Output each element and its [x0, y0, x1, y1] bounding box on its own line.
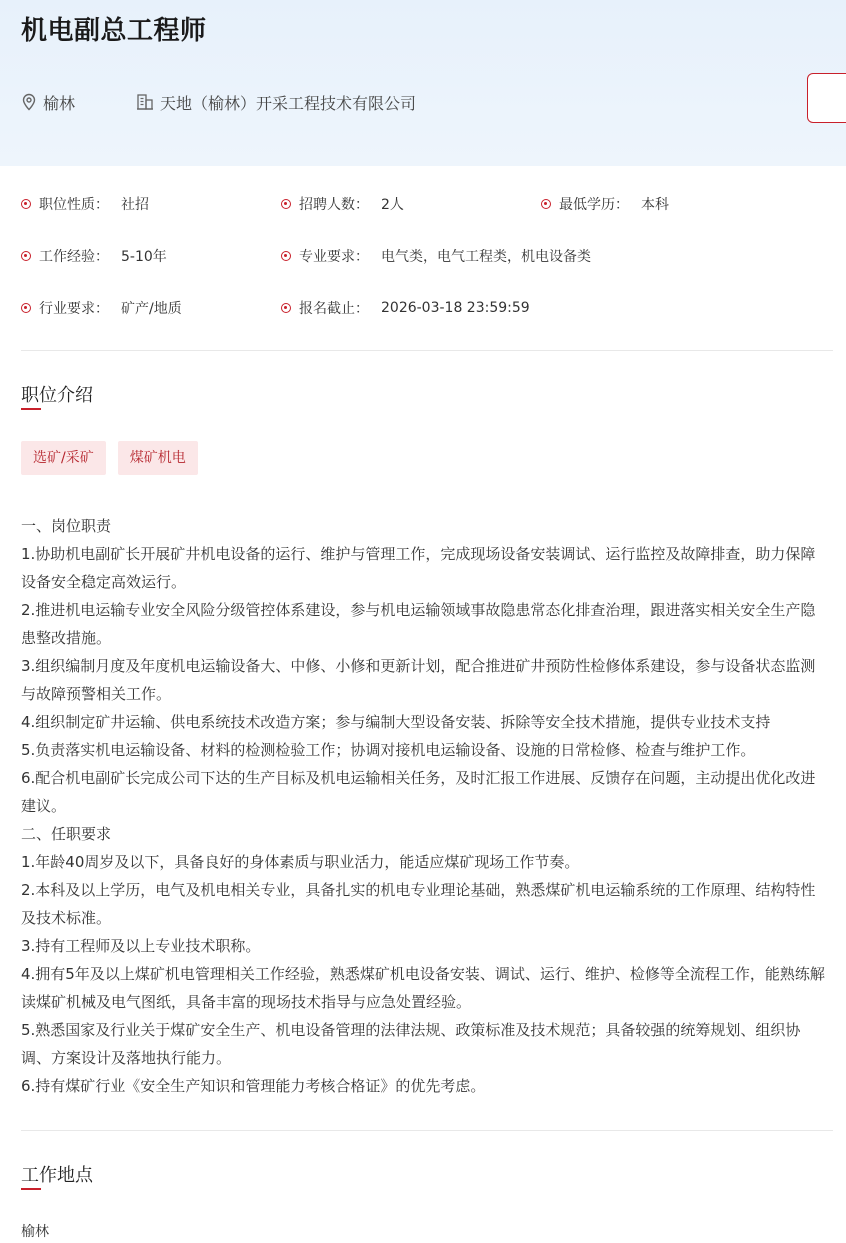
job-description	[21, 512, 826, 1100]
job-header	[0, 0, 846, 166]
apply-button[interactable]	[807, 73, 846, 123]
info-education	[541, 194, 669, 214]
description-line: 5.熟悉国家及行业关于煤矿安全生产、机电设备管理的法律法规、政策标准及技术规范；具备较强的统筹规划、组织协调、方案设计及落地执行能力。	[21, 1021, 801, 1067]
info-label: 专业要求：	[299, 249, 369, 265]
info-value: 社招	[121, 197, 149, 213]
bullet-dot-icon	[541, 199, 551, 209]
description-line: 2.推进机电运输专业安全风险分级管控体系建设，参与机电运输领域事故隐患常态化排查治理，跟进落实相关安全生产隐患整改措施。	[21, 601, 816, 647]
company-name[interactable]: 天地（榆林）开采工程技术有限公司	[160, 93, 417, 113]
divider	[21, 1130, 833, 1131]
bullet-dot-icon	[281, 303, 291, 313]
workplace-location: 榆林	[21, 1224, 49, 1240]
info-value: 5-10年	[121, 249, 167, 265]
description-line: 1.年龄40周岁及以下，具备良好的身体素质与职业活力，能适应煤矿现场工作节奏。	[21, 853, 580, 871]
divider	[21, 350, 833, 351]
job-title: 机电副总工程师	[21, 16, 207, 46]
job-location	[21, 90, 75, 114]
description-line: 3.组织编制月度及年度机电运输设备大、中修、小修和更新计划，配合推进矿井预防性检修体系建设，参与设备状态监测与故障预警相关工作。	[21, 657, 816, 703]
description-line: 3.持有工程师及以上专业技术职称。	[21, 937, 261, 955]
info-value: 2026-03-18 23:59:59	[381, 300, 530, 316]
info-headcount	[281, 194, 404, 214]
info-experience	[21, 246, 167, 266]
location-text: 榆林	[43, 93, 76, 113]
description-line: 2.本科及以上学历，电气及机电相关专业，具备扎实的机电专业理论基础，熟悉煤矿机电运输系统的工作原理、结构特性及技术标准。	[21, 881, 816, 927]
bullet-dot-icon	[21, 303, 31, 313]
info-label: 行业要求：	[39, 301, 109, 317]
info-industry	[21, 298, 182, 318]
bullet-dot-icon	[21, 251, 31, 261]
section-title-intro: 职位介绍	[21, 385, 93, 406]
info-value: 矿产/地质	[121, 301, 182, 317]
info-value: 2人	[381, 197, 404, 213]
info-value: 本科	[641, 197, 669, 213]
info-deadline	[281, 298, 530, 318]
info-label: 最低学历：	[559, 197, 629, 213]
building-icon	[136, 93, 154, 111]
info-label: 招聘人数：	[299, 197, 369, 213]
description-line: 6.配合机电副矿长完成公司下达的生产目标及机电运输相关任务，及时汇报工作进展、反馈存在问题，主动提出优化改进建议。	[21, 769, 816, 815]
description-line: 4.组织制定矿井运输、供电系统技术改造方案；参与编制大型设备安装、拆除等安全技术措施，提供专业技术支持	[21, 713, 771, 731]
section-underline	[21, 1188, 41, 1190]
description-line: 5.负责落实机电运输设备、材料的检测检验工作；协调对接机电运输设备、设施的日常检修、检查与维护工作。	[21, 741, 756, 759]
bullet-dot-icon	[281, 251, 291, 261]
info-label: 报名截止：	[299, 301, 369, 317]
section-title-workplace: 工作地点	[21, 1165, 93, 1186]
location-pin-icon	[21, 93, 37, 111]
description-line: 1.协助机电副矿长开展矿井机电设备的运行、维护与管理工作，完成现场设备安装调试、运行监控及故障排查，助力保障设备安全稳定高效运行。	[21, 545, 816, 591]
info-label: 职位性质：	[39, 197, 109, 213]
bullet-dot-icon	[21, 199, 31, 209]
tag-item[interactable]: 煤矿机电	[118, 441, 198, 475]
description-line: 4.拥有5年及以上煤矿机电管理相关工作经验，熟悉煤矿机电设备安装、调试、运行、维护、检修等全流程工作，能熟练解读煤矿机械及电气图纸，具备丰富的现场技术指导与应急处置经验。	[21, 965, 825, 1011]
job-tags	[21, 441, 210, 475]
info-major	[281, 246, 591, 266]
section-underline	[21, 408, 41, 410]
description-line: 二、任职要求	[21, 825, 112, 843]
job-company	[136, 90, 416, 114]
description-line: 一、岗位职责	[21, 517, 112, 535]
info-label: 工作经验：	[39, 249, 109, 265]
description-line: 6.持有煤矿行业《安全生产知识和管理能力考核合格证》的优先考虑。	[21, 1077, 486, 1095]
tag-item[interactable]: 选矿/采矿	[21, 441, 106, 475]
info-value: 电气类，电气工程类，机电设备类	[381, 249, 591, 265]
info-nature	[21, 194, 149, 214]
bullet-dot-icon	[281, 199, 291, 209]
